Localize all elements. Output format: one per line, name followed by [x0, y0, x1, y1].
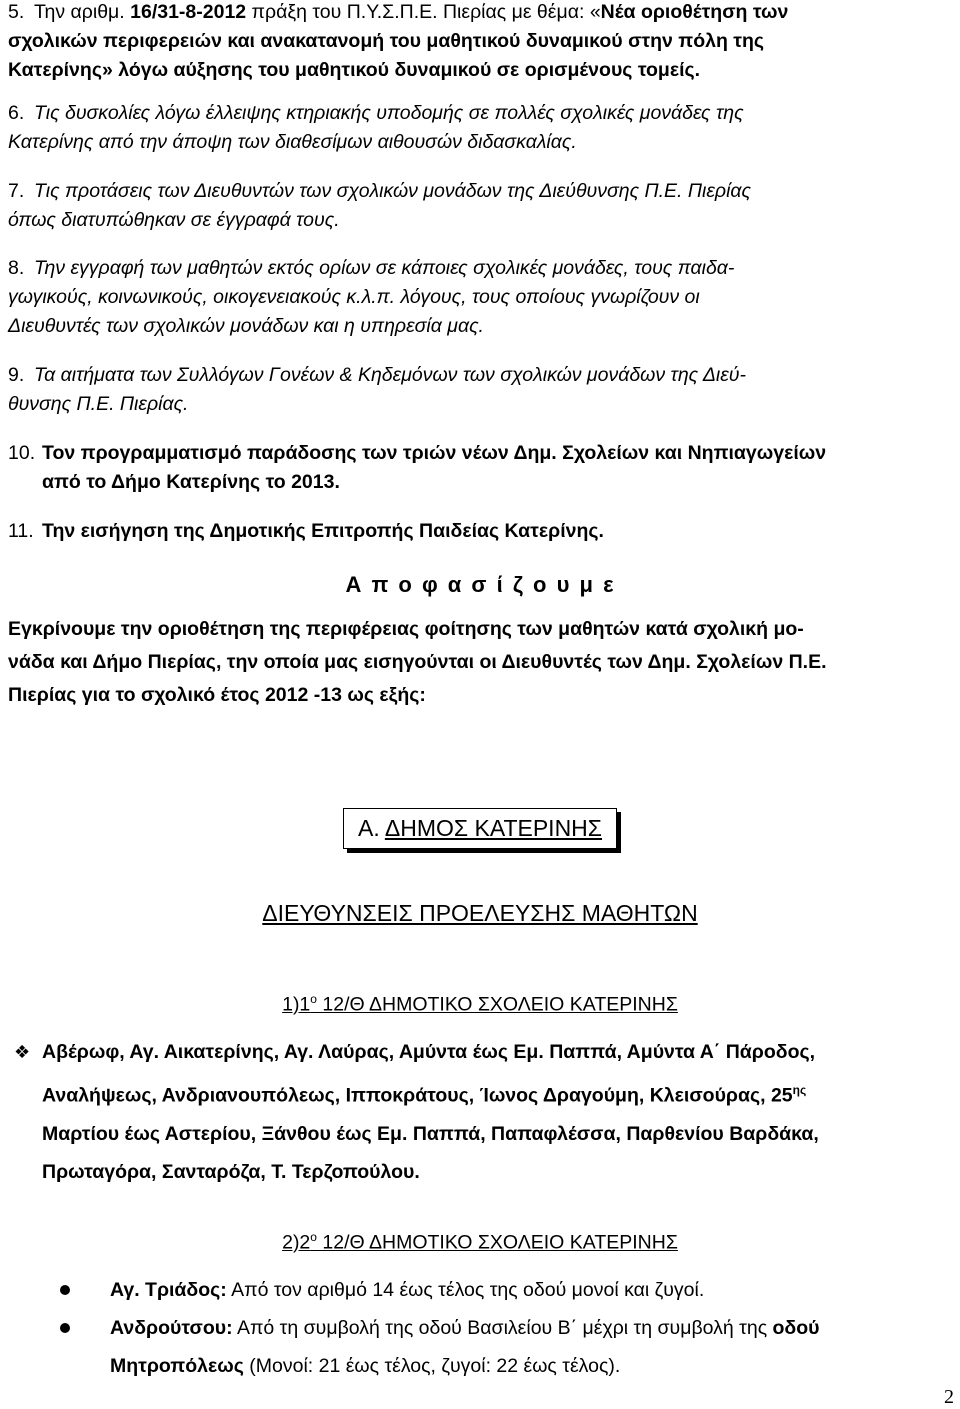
section-heading: ΔΙΕΥΘΥΝΣΕΙΣ ΠΡΟΕΛΕΥΣΗΣ ΜΑΘΗΤΩΝ	[262, 900, 698, 926]
street-row	[8, 1033, 952, 1071]
item-text: Την αριθμ.	[34, 1, 131, 23]
decision-paragraph	[8, 613, 952, 712]
item-line: Κατερίνης» λόγω αύξησης του μαθητικού δυναμικού σε ορισμένους τομείς.	[8, 59, 701, 81]
school-1-title	[0, 992, 960, 1017]
item-number: 5.	[8, 1, 25, 23]
item-text: Τις προτάσεις των Διευθυντών των σχολικών μονάδων της Διεύθυνσης Π.Ε. Πιερίας	[34, 180, 752, 202]
list-item-10	[8, 439, 952, 497]
paragraph-line: Εγκρίνουμε την οριοθέτηση της περιφέρειας φοίτησης των μαθητών κατά σχολική μο-	[8, 618, 804, 640]
item-number: 11.	[8, 520, 34, 542]
decision-title: Α π ο φ α σ ί ζ ο υ μ ε	[345, 572, 615, 597]
school-title-sup: ο	[310, 992, 317, 1006]
item-number: 9.	[8, 364, 25, 386]
paragraph-line: Πιερίας για το σχολικό έτος 2012 -13 ως εξής:	[8, 684, 426, 706]
item-line: όπως διατυπώθηκαν σε έγγραφά τους.	[8, 209, 340, 231]
street-detail: Από τον αριθμό 14 έως τέλος της οδού μονοί και ζυγοί.	[226, 1279, 705, 1301]
street-detail: (Μονοί: 21 έως τέλος, ζυγοί: 22 έως τέλος).	[243, 1355, 621, 1377]
street-row	[8, 1153, 952, 1191]
bullet-dot-icon	[60, 1323, 70, 1333]
school-title-text: 12/Θ ΔΗΜΟΤΙΚΟ ΣΧΟΛΕΙΟ ΚΑΤΕΡΙΝΗΣ	[316, 1231, 678, 1254]
list-item-9	[8, 361, 952, 419]
paragraph-line: νάδα και Δήμο Πιερίας, την οποία μας εισηγούνται οι Διευθυντές των Δημ. Σχολείων Π.Ε.	[8, 651, 827, 673]
box-title: ΔΗΜΟΣ ΚΑΤΕΡΙΝΗΣ	[384, 815, 603, 841]
item-line: θυνσης Π.Ε. Πιερίας.	[8, 393, 189, 415]
school-title-text: 2)2	[282, 1231, 311, 1254]
street-name: Ανδρούτσου:	[110, 1317, 233, 1339]
item-text: πράξη του Π.Υ.Σ.Π.Ε. Πιερίας με θέμα: «	[246, 1, 601, 23]
street-text: Αβέρωφ, Αγ. Αικατερίνης, Αγ. Λαύρας, Αμύντα έως Εμ. Παππά, Αμύντα Α΄ Πάροδος,	[42, 1041, 816, 1063]
item-text: Τις δυσκολίες λόγω έλλειψης κτηριακής υποδομής σε πολλές σχολικές μονάδες της	[34, 102, 744, 124]
list-item-11	[8, 517, 952, 546]
item-text: Τον προγραμματισμό παράδοσης των τριών νέων Δημ. Σχολείων και Νηπιαγωγείων	[42, 442, 827, 464]
list-item-8	[8, 254, 952, 341]
school-title-text: 12/Θ ΔΗΜΟΤΙΚΟ ΣΧΟΛΕΙΟ ΚΑΤΕΡΙΝΗΣ	[316, 993, 678, 1016]
street-name: Αγ. Τριάδος:	[110, 1279, 227, 1301]
item-number: 6.	[8, 102, 25, 124]
street-name: Μητροπόλεως	[110, 1355, 244, 1377]
street-text: Αναλήψεως, Ανδριανουπόλεως, Ιπποκράτους, Ίωνος Δραγούμη, Κλεισούρας, 25	[42, 1084, 793, 1107]
street-detail-bold: οδού	[772, 1317, 820, 1339]
street-row	[8, 1115, 952, 1153]
bullet-dot-icon	[60, 1285, 70, 1295]
list-item-6	[8, 99, 952, 157]
page-number: 2	[944, 1386, 954, 1408]
item-line: Διευθυντές των σχολικών μονάδων και η υπηρεσία μας.	[8, 315, 484, 337]
street-bullet	[110, 1309, 952, 1385]
school-1-streets	[8, 1033, 952, 1191]
item-line: σχολικών περιφερειών και ανακατανομή του μαθητικού δυναμικού στην πόλη της	[8, 30, 765, 52]
street-text: Πρωταγόρα, Σανταρόζα, Τ. Τερζοπούλου.	[42, 1160, 420, 1183]
street-bullet	[110, 1271, 952, 1309]
list-item-7	[8, 177, 952, 235]
item-text-bold: Νέα οριοθέτηση των	[600, 1, 789, 23]
municipality-box-wrap	[0, 808, 960, 849]
item-text: Την εισήγηση της Δημοτικής Επιτροπής Παιδείας Κατερίνης.	[42, 520, 604, 542]
item-number: 8.	[8, 257, 25, 279]
item-line: από το Δήμο Κατερίνης το 2013.	[42, 471, 340, 493]
school-title-sup: ο	[310, 1230, 317, 1244]
school-2-title	[0, 1230, 960, 1255]
street-text: Μαρτίου έως Αστερίου, Ξάνθου έως Εμ. Παππά, Παπαφλέσσα, Παρθενίου Βαρδάκα,	[42, 1122, 819, 1145]
box-prefix: Α.	[357, 815, 385, 841]
item-text-bold: 16/31-8-2012	[130, 1, 247, 23]
item-text: Τα αιτήματα των Συλλόγων Γονέων & Κηδεμόνων των σχολικών μονάδων της Διεύ-	[34, 364, 747, 386]
street-row	[8, 1071, 952, 1115]
item-text: Την εγγραφή των μαθητών εκτός ορίων σε κάποιες σχολικές μονάδες, τους παιδα-	[34, 257, 735, 279]
street-detail: Από τη συμβολή της οδού Βασιλείου Β΄ μέχρι τη συμβολή της	[232, 1317, 773, 1339]
municipality-box	[343, 808, 617, 849]
item-number: 10.	[8, 442, 36, 464]
item-line: γωγικούς, κοινωνικούς, οικογενειακούς κ.λ.π. λόγους, τους οποίους γνωρίζουν οι	[8, 286, 700, 308]
item-line: Κατερίνης από την άποψη των διαθεσίμων αιθουσών διδασκαλίας.	[8, 131, 577, 153]
street-sup: ης	[792, 1083, 807, 1097]
school-title-text: 1)1	[282, 993, 311, 1016]
list-item-5	[8, 0, 952, 85]
item-number: 7.	[8, 180, 25, 202]
diamond-bullet-icon: ❖	[14, 1042, 31, 1062]
